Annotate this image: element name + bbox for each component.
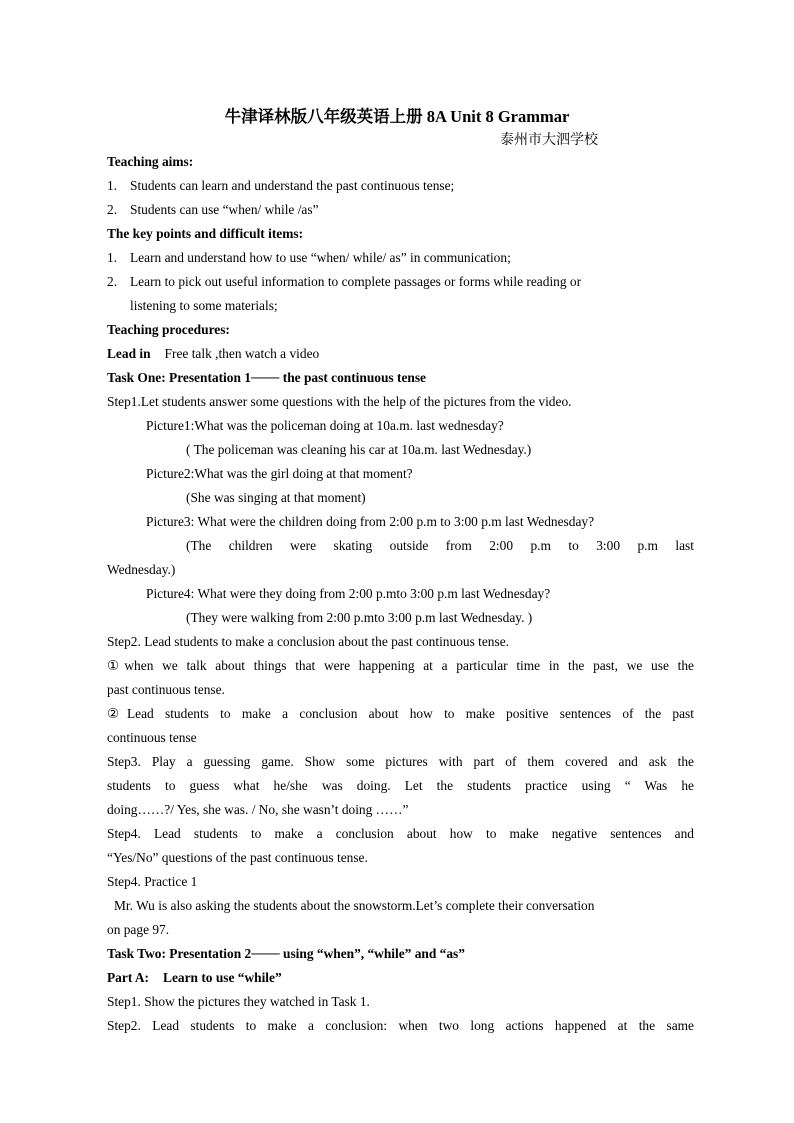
list-item-text: Learn and understand how to use “when/ while/ as” in communication; [130, 250, 511, 265]
part-a-label: Part A: [107, 970, 150, 985]
list-item [107, 200, 694, 224]
answer-continuation: Wednesday.) [107, 562, 176, 577]
question-line: Picture3: What were the children doing from 2:00 p.m to 3:00 p.m last Wednesday? [146, 514, 595, 529]
paragraph-line: Step2. Lead students to make a conclusion about the past continuous tense. [107, 634, 510, 649]
question-line: Picture1:What was the policeman doing at 10a.m. last wednesday? [146, 418, 504, 433]
paragraph-line: on page 97. [107, 922, 170, 937]
list-item [107, 248, 694, 272]
part-a-heading [107, 968, 694, 992]
paragraph-line: ①when we talk about things that were happening at a particular time in the past, we use the [107, 658, 694, 673]
paragraph-line: Step1.Let students answer some questions with the help of the pictures from the video. [107, 394, 572, 409]
task-two-heading: Task Two: Presentation 2─── using “when”, “while” and “as” [107, 946, 465, 961]
list-item [107, 176, 694, 200]
task-one-heading: Task One: Presentation 1─── the past continuous tense [107, 370, 426, 385]
paragraph-line: Step4. Lead students to make a conclusion about how to make negative sentences and [107, 826, 694, 841]
part-a-text: Learn to use “while” [163, 970, 282, 985]
document-body [107, 152, 694, 1040]
list-item-text: Students can learn and understand the past continuous tense; [130, 178, 455, 193]
school-name: 泰州市大泗学校 [500, 132, 598, 148]
paragraph-line: students to guess what he/she was doing. Let the students practice using “ Was he [107, 778, 694, 793]
answer-line: (They were walking from 2:00 p.mto 3:00 p.m last Wednesday. ) [186, 610, 533, 625]
question-line: Picture4: What were they doing from 2:00 p.mto 3:00 p.m last Wednesday? [146, 586, 551, 601]
list-number: 2. [107, 274, 118, 289]
paragraph-line: Mr. Wu is also asking the students about the snowstorm.Let’s complete their conversation [114, 898, 595, 913]
list-item-text: Learn to pick out useful information to complete passages or forms while reading or [130, 274, 582, 289]
paragraph-line: “Yes/No” questions of the past continuous tense. [107, 850, 368, 865]
list-number: 1. [107, 250, 118, 265]
paragraph-line: doing……?/ Yes, she was. / No, she wasn’t doing ……” [107, 802, 409, 817]
paragraph-line: Step4. Practice 1 [107, 874, 198, 889]
answer-line: (She was singing at that moment) [186, 490, 366, 505]
paragraph-line: Step2. Lead students to make a conclusion: when two long actions happened at the same [107, 1018, 694, 1033]
paragraph-line: Step3. Play a guessing game. Show some pictures with part of them covered and ask the [107, 754, 694, 769]
procedures-heading: Teaching procedures: [107, 322, 230, 337]
list-item-text: Students can use “when/ while /as” [130, 202, 319, 217]
answer-line: ( The policeman was cleaning his car at 10a.m. last Wednesday.) [186, 442, 532, 457]
paragraph-line: continuous tense [107, 730, 197, 745]
question-line: Picture2:What was the girl doing at that moment? [146, 466, 413, 481]
lead-in-text: Free talk ,then watch a video [164, 346, 320, 361]
list-item-continuation: listening to some materials; [130, 298, 278, 313]
document-title: 牛津译林版八年级英语上册 8A Unit 8 Grammar [224, 107, 570, 126]
lead-in-line [107, 344, 694, 368]
paragraph-line: past continuous tense. [107, 682, 225, 697]
answer-line: (The children were skating outside from 2:00 p.m to 3:00 p.m last [186, 538, 694, 553]
list-number: 1. [107, 178, 118, 193]
list-item [107, 272, 694, 296]
list-number: 2. [107, 202, 118, 217]
paragraph-line: Step1. Show the pictures they watched in Task 1. [107, 994, 370, 1009]
lead-in-label: Lead in [107, 346, 151, 361]
teaching-aims-heading: Teaching aims: [107, 154, 194, 169]
paragraph-line: ②Lead students to make a conclusion about how to make positive sentences of the past [107, 706, 694, 721]
key-points-heading: The key points and difficult items: [107, 226, 304, 241]
